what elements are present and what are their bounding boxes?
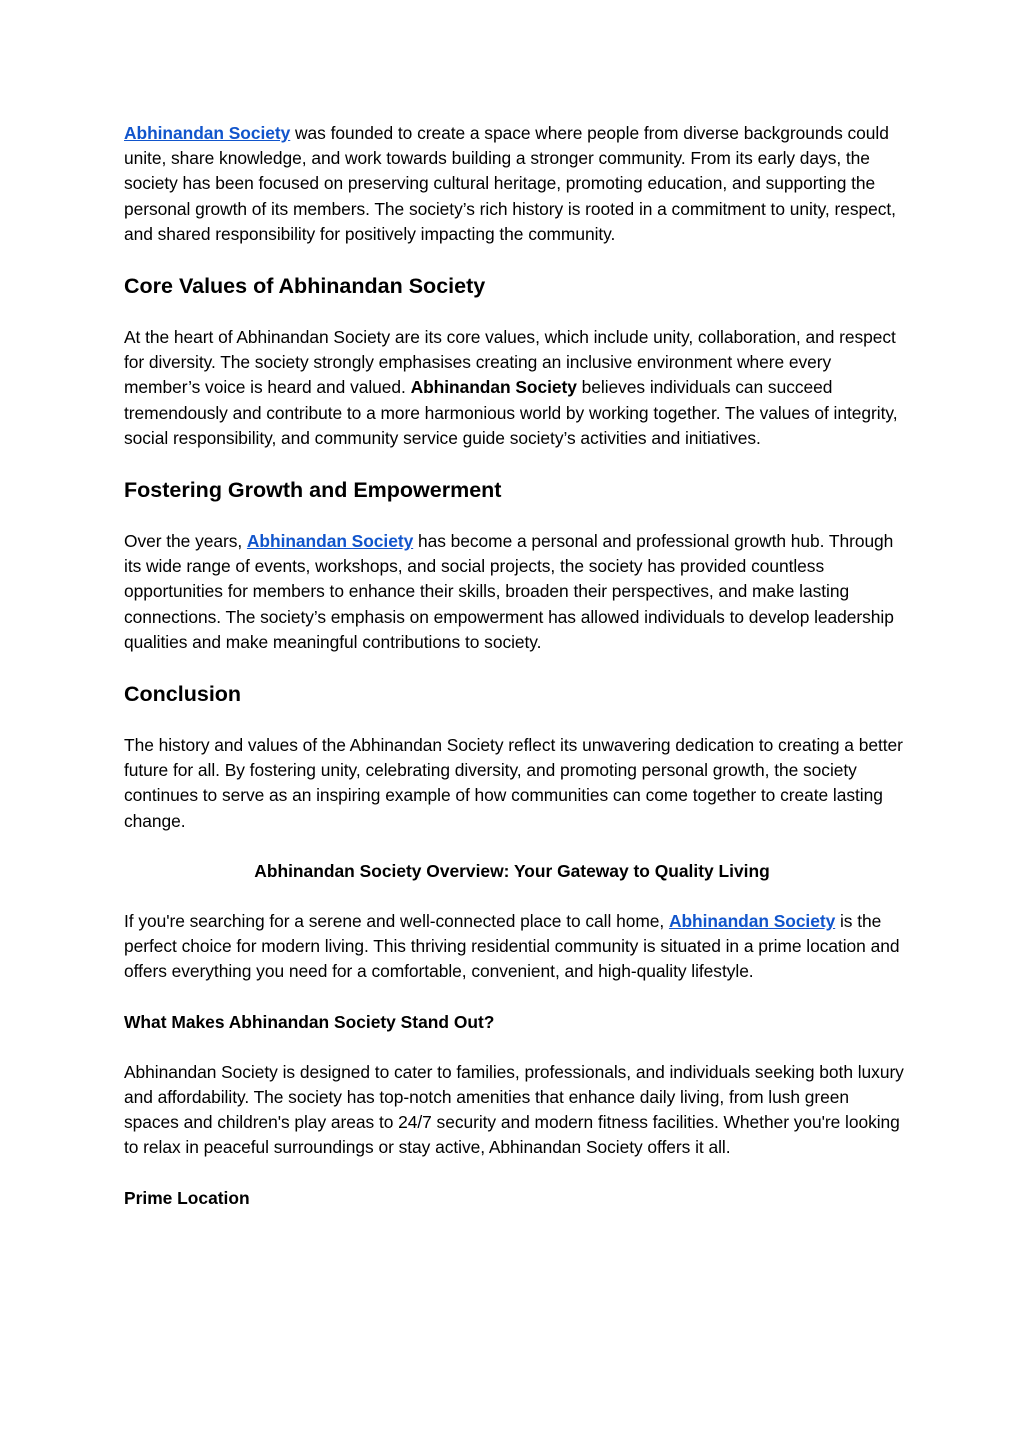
growth-heading: Fostering Growth and Empowerment [124,478,502,503]
growth-paragraph [124,529,904,655]
growth-text-before: Over the years, [124,531,247,552]
core-values-heading: Core Values of Abhinandan Society [124,274,486,299]
overview-text-before: If you're searching for a serene and well-connected place to call home, [124,911,669,932]
conclusion-paragraph: The history and values of the Abhinandan Society reflect its unwavering dedication to creating a better future for all. By fostering unity, celebrating diversity, and promoting personal growth, the society continues to serve as an inspiring example of how communities can come together to create lasting change. [124,735,903,831]
core-values-text-after: believes individuals can succeed tremendously and contribute to a more harmonious world by working together. The values of integrity, social responsibility, and community service guide society’s activities and initiatives. [124,377,898,448]
intro-text: was founded to create a space where people from diverse backgrounds could unite, share knowledge, and work towards building a stronger community. From its early days, the society has been focused on preserving cultural heritage, promoting education, and supporting the personal growth of its members. The society’s rich history is rooted in a commitment to unity, respect, and shared responsibility for positively impacting the community. [124,123,896,244]
growth-text-after: has become a personal and professional growth hub. Through its wide range of events, workshops, and social projects, the society has provided countless opportunities for members to enhance their skills, broaden their perspectives, and make lasting connections. The society’s emphasis on empowerment has allowed individuals to develop leadership qualities and make meaningful contributions to society. [124,531,894,652]
overview-paragraph [124,909,904,985]
overview-heading: Abhinandan Society Overview: Your Gateway to Quality Living [254,860,770,881]
core-values-text-before: At the heart of Abhinandan Society are its core values, which include unity, collaboration, and respect for diversity. The society strongly emphasises creating an inclusive environment where every member’s voice is heard and valued. [124,327,896,398]
abhinandan-society-link[interactable]: Abhinandan Society [246,531,414,552]
prime-location-heading: Prime Location [124,1187,250,1208]
document-page [124,121,904,1211]
overview-text-after: is the perfect choice for modern living. This thriving residential community is situated in a prime location and offers everything you need for a comfortable, convenient, and high-quality lifestyle. [124,911,900,982]
core-values-bold-name: Abhinandan Society [410,377,577,398]
abhinandan-society-link[interactable]: Abhinandan Society [668,911,836,932]
conclusion-heading: Conclusion [124,682,242,707]
intro-paragraph [124,121,904,247]
core-values-paragraph [124,325,904,451]
stand-out-paragraph: Abhinandan Society is designed to cater to families, professionals, and individuals seeking both luxury and affordability. The society has top-notch amenities that enhance daily living, from lush green spaces and children's play areas to 24/7 security and modern fitness facilities. Whether you're looking to relax in peaceful surroundings or stay active, Abhinandan Society offers it all. [124,1061,904,1158]
stand-out-heading: What Makes Abhinandan Society Stand Out? [124,1011,495,1032]
abhinandan-society-link[interactable]: Abhinandan Society [124,123,291,143]
